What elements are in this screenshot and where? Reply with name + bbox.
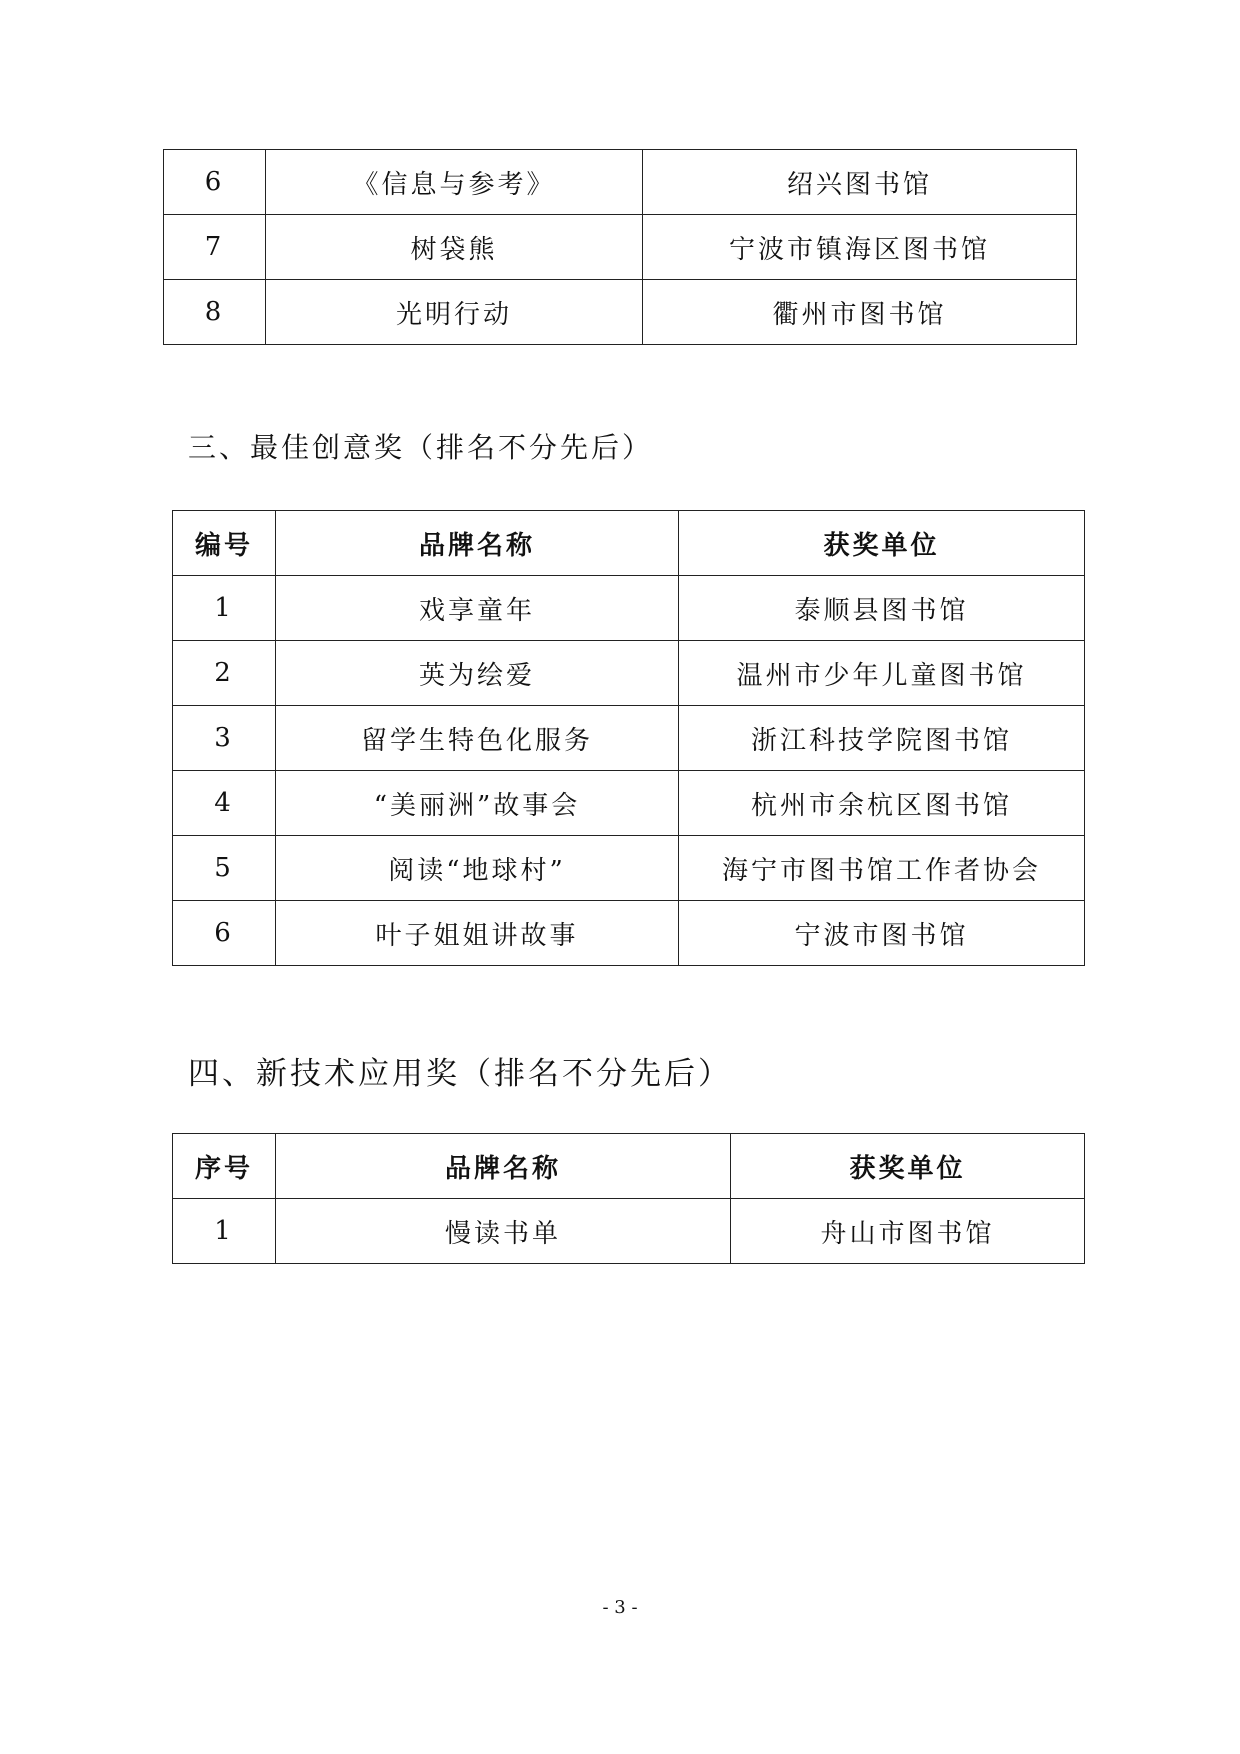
brand-name: 叶子姐姐讲故事	[276, 901, 679, 966]
table-row	[164, 215, 1077, 280]
table-row	[173, 1199, 1085, 1264]
award-unit: 宁波市图书馆	[679, 901, 1085, 966]
row-number: 7	[164, 215, 266, 280]
table-row	[173, 641, 1085, 706]
award-unit: 宁波市镇海区图书馆	[643, 215, 1077, 280]
row-number: 3	[173, 706, 276, 771]
table-row	[173, 706, 1085, 771]
brand-name: 英为绘爱	[276, 641, 679, 706]
brand-name: 阅读“地球村”	[276, 836, 679, 901]
row-number: 1	[173, 576, 276, 641]
page-number: - 3 -	[602, 1597, 638, 1618]
best-creativity-award-table	[172, 510, 1085, 966]
table-row	[164, 280, 1077, 345]
row-number: 4	[173, 771, 276, 836]
award-unit: 泰顺县图书馆	[679, 576, 1085, 641]
award-unit: 海宁市图书馆工作者协会	[679, 836, 1085, 901]
table-header-row	[173, 1134, 1085, 1199]
row-number: 5	[173, 836, 276, 901]
table-row	[173, 576, 1085, 641]
brand-name: “美丽洲”故事会	[276, 771, 679, 836]
award-unit: 浙江科技学院图书馆	[679, 706, 1085, 771]
award-unit: 绍兴图书馆	[643, 150, 1077, 215]
header-number: 序号	[173, 1134, 276, 1199]
award-table-continued	[163, 149, 1077, 345]
table-header-row	[173, 511, 1085, 576]
row-number: 6	[173, 901, 276, 966]
table-row	[173, 836, 1085, 901]
brand-name: 慢读书单	[276, 1199, 731, 1264]
section-heading-new-technology: 四、新技术应用奖（排名不分先后）	[188, 1056, 732, 1092]
section-heading-best-creativity: 三、最佳创意奖（排名不分先后）	[188, 431, 654, 464]
brand-name: 光明行动	[266, 280, 643, 345]
row-number: 6	[164, 150, 266, 215]
brand-name: 《信息与参考》	[266, 150, 643, 215]
table-row	[173, 771, 1085, 836]
header-brand-name: 品牌名称	[276, 1134, 731, 1199]
award-unit: 杭州市余杭区图书馆	[679, 771, 1085, 836]
row-number: 8	[164, 280, 266, 345]
new-technology-award-table	[172, 1133, 1085, 1264]
table-row	[164, 150, 1077, 215]
header-award-unit: 获奖单位	[679, 511, 1085, 576]
header-number: 编号	[173, 511, 276, 576]
award-unit: 温州市少年儿童图书馆	[679, 641, 1085, 706]
award-unit: 舟山市图书馆	[731, 1199, 1085, 1264]
brand-name: 戏享童年	[276, 576, 679, 641]
header-brand-name: 品牌名称	[276, 511, 679, 576]
brand-name: 树袋熊	[266, 215, 643, 280]
header-award-unit: 获奖单位	[731, 1134, 1085, 1199]
row-number: 2	[173, 641, 276, 706]
award-unit: 衢州市图书馆	[643, 280, 1077, 345]
brand-name: 留学生特色化服务	[276, 706, 679, 771]
table-row	[173, 901, 1085, 966]
row-number: 1	[173, 1199, 276, 1264]
